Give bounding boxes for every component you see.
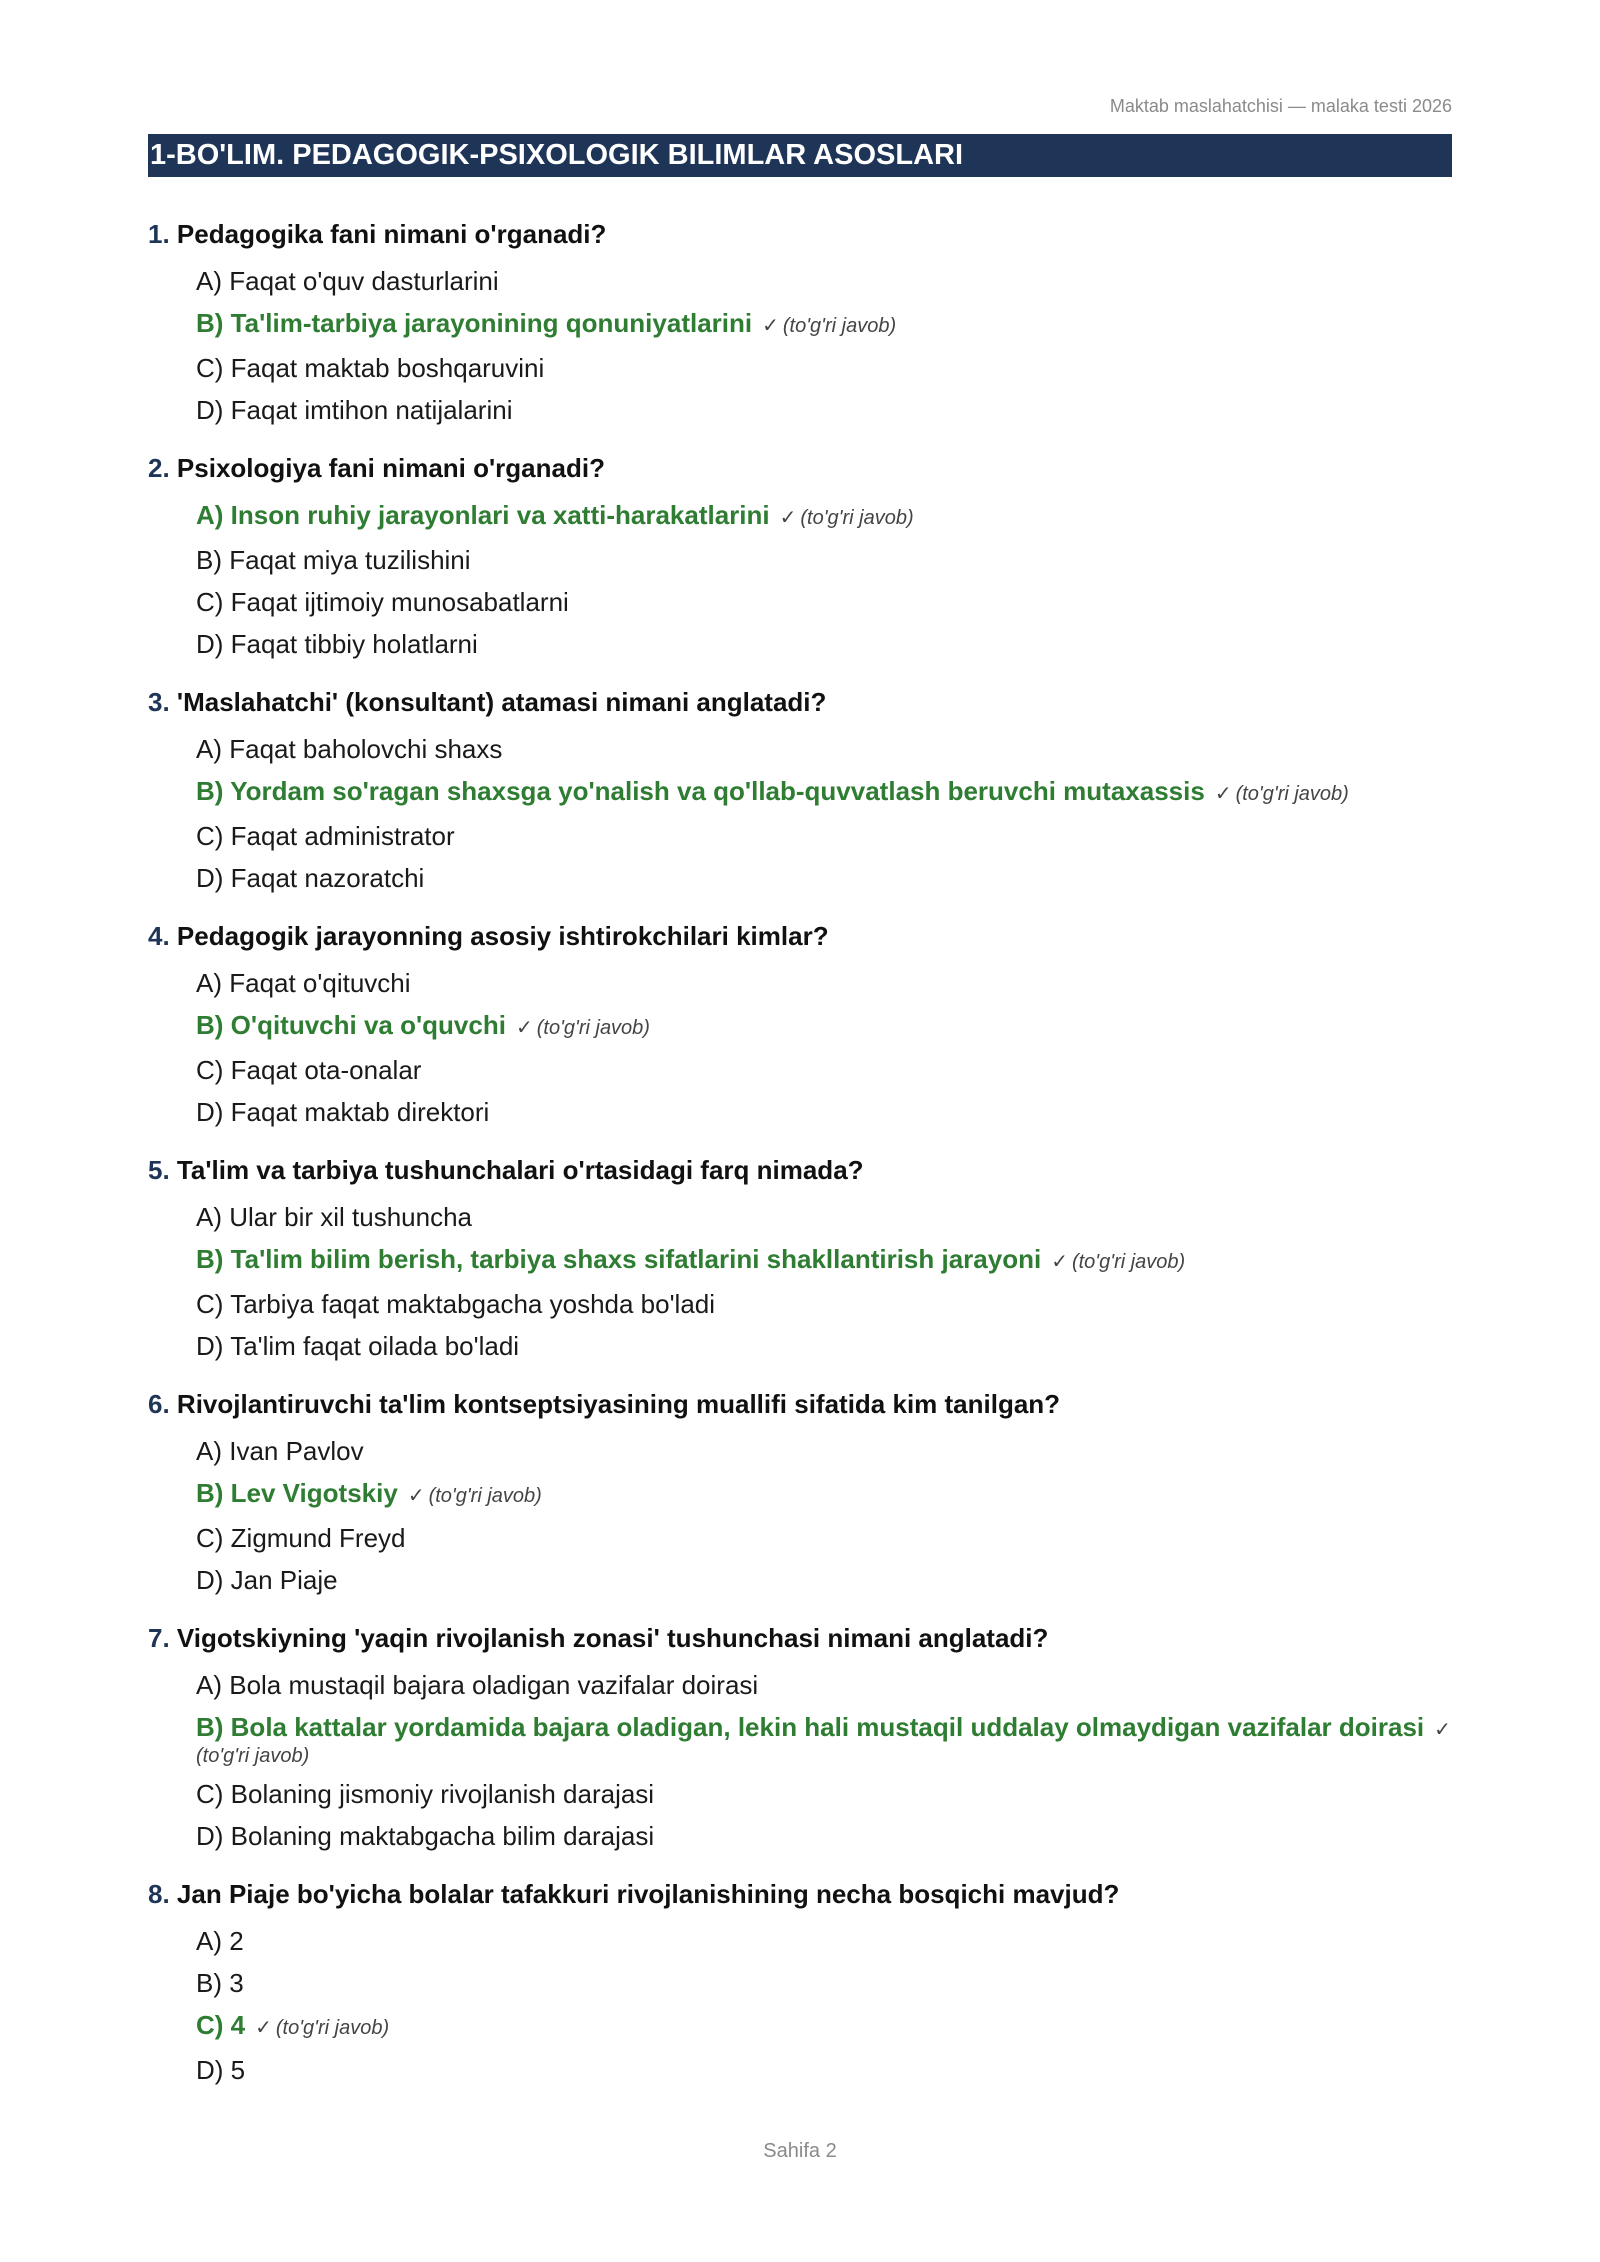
question-number: 3.	[148, 687, 170, 717]
section-heading: 1-BO'LIM. PEDAGOGIK-PSIXOLOGIK BILIMLAR ASOSLARI	[148, 134, 1452, 177]
correct-answer-note: (to'g'ri javob)	[536, 1017, 650, 1039]
option-text: A) Bola mustaqil bajara oladigan vazifalar doirasi	[196, 1670, 759, 1700]
option-text: C) Tarbiya faqat maktabgacha yoshda bo'ladi	[196, 1289, 716, 1319]
answer-option	[196, 1325, 1452, 1367]
question-number: 4.	[148, 921, 170, 951]
answer-option	[196, 581, 1452, 623]
checkmark-icon: ✓	[1434, 1719, 1451, 1741]
option-text: C) Faqat administrator	[196, 821, 455, 851]
answer-options	[148, 494, 1452, 665]
answer-option	[196, 623, 1452, 665]
answer-option	[196, 1920, 1452, 1962]
answer-options	[148, 962, 1452, 1133]
option-text: D) Jan Piaje	[196, 1565, 338, 1595]
question-item	[148, 1150, 1452, 1367]
checkmark-icon: ✓	[1214, 783, 1232, 805]
checkmark-icon: ✓	[255, 2017, 272, 2039]
answer-options	[148, 260, 1452, 431]
question-text: 'Maslahatchi' (konsultant) atamasi nimani anglatadi?	[176, 687, 827, 717]
answer-option	[196, 539, 1452, 581]
question-item	[148, 1384, 1452, 1601]
answer-option	[196, 1559, 1452, 1601]
checkmark-icon: ✓	[762, 315, 779, 337]
question-text: Pedagogika fani nimani o'rganadi?	[176, 219, 607, 249]
correct-answer-note: (to'g'ri javob)	[428, 1485, 542, 1507]
option-text: A) Faqat baholovchi shaxs	[196, 734, 503, 764]
answer-option-correct	[196, 1004, 1452, 1049]
option-text: B) Ta'lim bilim berish, tarbiya shaxs sifatlarini shakllantirish jarayoni	[196, 1244, 1042, 1274]
answer-option-correct	[196, 1706, 1452, 1767]
option-text: B) 3	[196, 1968, 244, 1998]
option-text: D) Bolaning maktabgacha bilim darajasi	[196, 1821, 655, 1851]
answer-option	[196, 1517, 1452, 1559]
correct-answer-note: (to'g'ri javob)	[1071, 1251, 1186, 1273]
correct-answer-note: (to'g'ri javob)	[782, 315, 897, 337]
question-number: 5.	[148, 1155, 170, 1185]
option-text: B) Faqat miya tuzilishini	[196, 545, 471, 575]
option-text: D) Ta'lim faqat oilada bo'ladi	[196, 1331, 520, 1361]
question-item	[148, 1874, 1452, 2091]
option-text: C) Faqat ijtimoiy munosabatlarni	[196, 587, 569, 617]
option-text: A) Ular bir xil tushuncha	[196, 1202, 472, 1232]
question-title	[148, 1384, 1452, 1424]
option-text: A) Faqat o'quv dasturlarini	[196, 266, 499, 296]
correct-answer-note: (to'g'ri javob)	[800, 507, 914, 529]
option-text: D) Faqat maktab direktori	[196, 1097, 490, 1127]
option-text: B) Ta'lim-tarbiya jarayonining qonuniyatlarini	[196, 308, 753, 338]
correct-answer-note: (to'g'ri javob)	[1235, 783, 1349, 805]
question-item	[148, 448, 1452, 665]
answer-option	[196, 1049, 1452, 1091]
page-number: Sahifa 2	[763, 2140, 837, 2162]
option-text: C) 4	[196, 2010, 246, 2040]
question-title	[148, 1150, 1452, 1190]
answer-option	[196, 347, 1452, 389]
answer-option	[196, 962, 1452, 1004]
question-number: 7.	[148, 1623, 170, 1653]
answer-options	[148, 1920, 1452, 2091]
option-text: B) Yordam so'ragan shaxsga yo'nalish va qo'llab-quvvatlash beruvchi mutaxassis	[196, 776, 1205, 806]
option-text: A) Faqat o'qituvchi	[196, 968, 411, 998]
question-text: Pedagogik jarayonning asosiy ishtirokchilari kimlar?	[176, 921, 829, 951]
question-title	[148, 214, 1452, 254]
question-number: 8.	[148, 1879, 170, 1909]
question-text: Psixologiya fani nimani o'rganadi?	[176, 453, 605, 483]
option-text: C) Faqat maktab boshqaruvini	[196, 353, 545, 383]
option-text: C) Bolaning jismoniy rivojlanish darajasi	[196, 1779, 655, 1809]
option-text: C) Zigmund Freyd	[196, 1523, 406, 1553]
question-list	[148, 214, 1452, 2108]
question-item	[148, 1618, 1452, 1857]
option-text: B) O'qituvchi va o'quvchi	[196, 1010, 506, 1040]
question-item	[148, 214, 1452, 431]
option-text: D) 5	[196, 2055, 246, 2085]
answer-option	[196, 857, 1452, 899]
answer-option	[196, 1815, 1452, 1857]
answer-options	[148, 728, 1452, 899]
question-text: Ta'lim va tarbiya tushunchalari o'rtasidagi farq nimada?	[176, 1155, 864, 1185]
answer-option-correct	[196, 302, 1452, 347]
question-title	[148, 916, 1452, 956]
option-text: A) Inson ruhiy jarayonlari va xatti-harakatlarini	[196, 500, 770, 530]
answer-option-correct	[196, 770, 1452, 815]
question-title	[148, 1874, 1452, 1914]
option-text: D) Faqat tibbiy holatlarni	[196, 629, 478, 659]
answer-option-correct	[196, 494, 1452, 539]
answer-options	[148, 1430, 1452, 1601]
correct-answer-note: (to'g'ri javob)	[196, 1745, 310, 1767]
question-title	[148, 682, 1452, 722]
answer-option	[196, 815, 1452, 857]
answer-option	[196, 1773, 1452, 1815]
answer-option	[196, 1091, 1452, 1133]
answer-option	[196, 2049, 1452, 2091]
option-text: D) Faqat imtihon natijalarini	[196, 395, 513, 425]
running-header: Maktab maslahatchisi — malaka testi 2026	[1109, 96, 1452, 116]
answer-option	[196, 1430, 1452, 1472]
option-text: B) Bola kattalar yordamida bajara oladigan, lekin hali mustaqil uddalay olmaydigan vazifalar doirasi	[196, 1712, 1425, 1742]
checkmark-icon: ✓	[1051, 1251, 1068, 1273]
option-text: C) Faqat ota-onalar	[196, 1055, 422, 1085]
answer-option	[196, 1962, 1452, 2004]
question-item	[148, 916, 1452, 1133]
question-number: 1.	[148, 219, 170, 249]
checkmark-icon: ✓	[779, 507, 797, 529]
answer-option	[196, 260, 1452, 302]
checkmark-icon: ✓	[515, 1017, 533, 1039]
question-text: Vigotskiyning 'yaqin rivojlanish zonasi' tushunchasi nimani anglatadi?	[176, 1623, 1049, 1653]
option-text: D) Faqat nazoratchi	[196, 863, 425, 893]
question-title	[148, 448, 1452, 488]
question-number: 6.	[148, 1389, 170, 1419]
answer-options	[148, 1196, 1452, 1367]
answer-option-correct	[196, 1472, 1452, 1517]
answer-option-correct	[196, 1238, 1452, 1283]
answer-option	[196, 728, 1452, 770]
option-text: B) Lev Vigotskiy	[196, 1478, 398, 1508]
checkmark-icon: ✓	[407, 1485, 425, 1507]
question-text: Rivojlantiruvchi ta'lim kontseptsiyasining muallifi sifatida kim tanilgan?	[176, 1389, 1061, 1419]
question-item	[148, 682, 1452, 899]
question-title	[148, 1618, 1452, 1658]
question-number: 2.	[148, 453, 170, 483]
correct-answer-note: (to'g'ri javob)	[275, 2017, 390, 2039]
answer-option	[196, 1283, 1452, 1325]
answer-options	[148, 1664, 1452, 1857]
answer-option	[196, 389, 1452, 431]
question-text: Jan Piaje bo'yicha bolalar tafakkuri rivojlanishining necha bosqichi mavjud?	[176, 1879, 1120, 1909]
answer-option-correct	[196, 2004, 1452, 2049]
answer-option	[196, 1196, 1452, 1238]
option-text: A) 2	[196, 1926, 244, 1956]
answer-option	[196, 1664, 1452, 1706]
option-text: A) Ivan Pavlov	[196, 1436, 364, 1466]
